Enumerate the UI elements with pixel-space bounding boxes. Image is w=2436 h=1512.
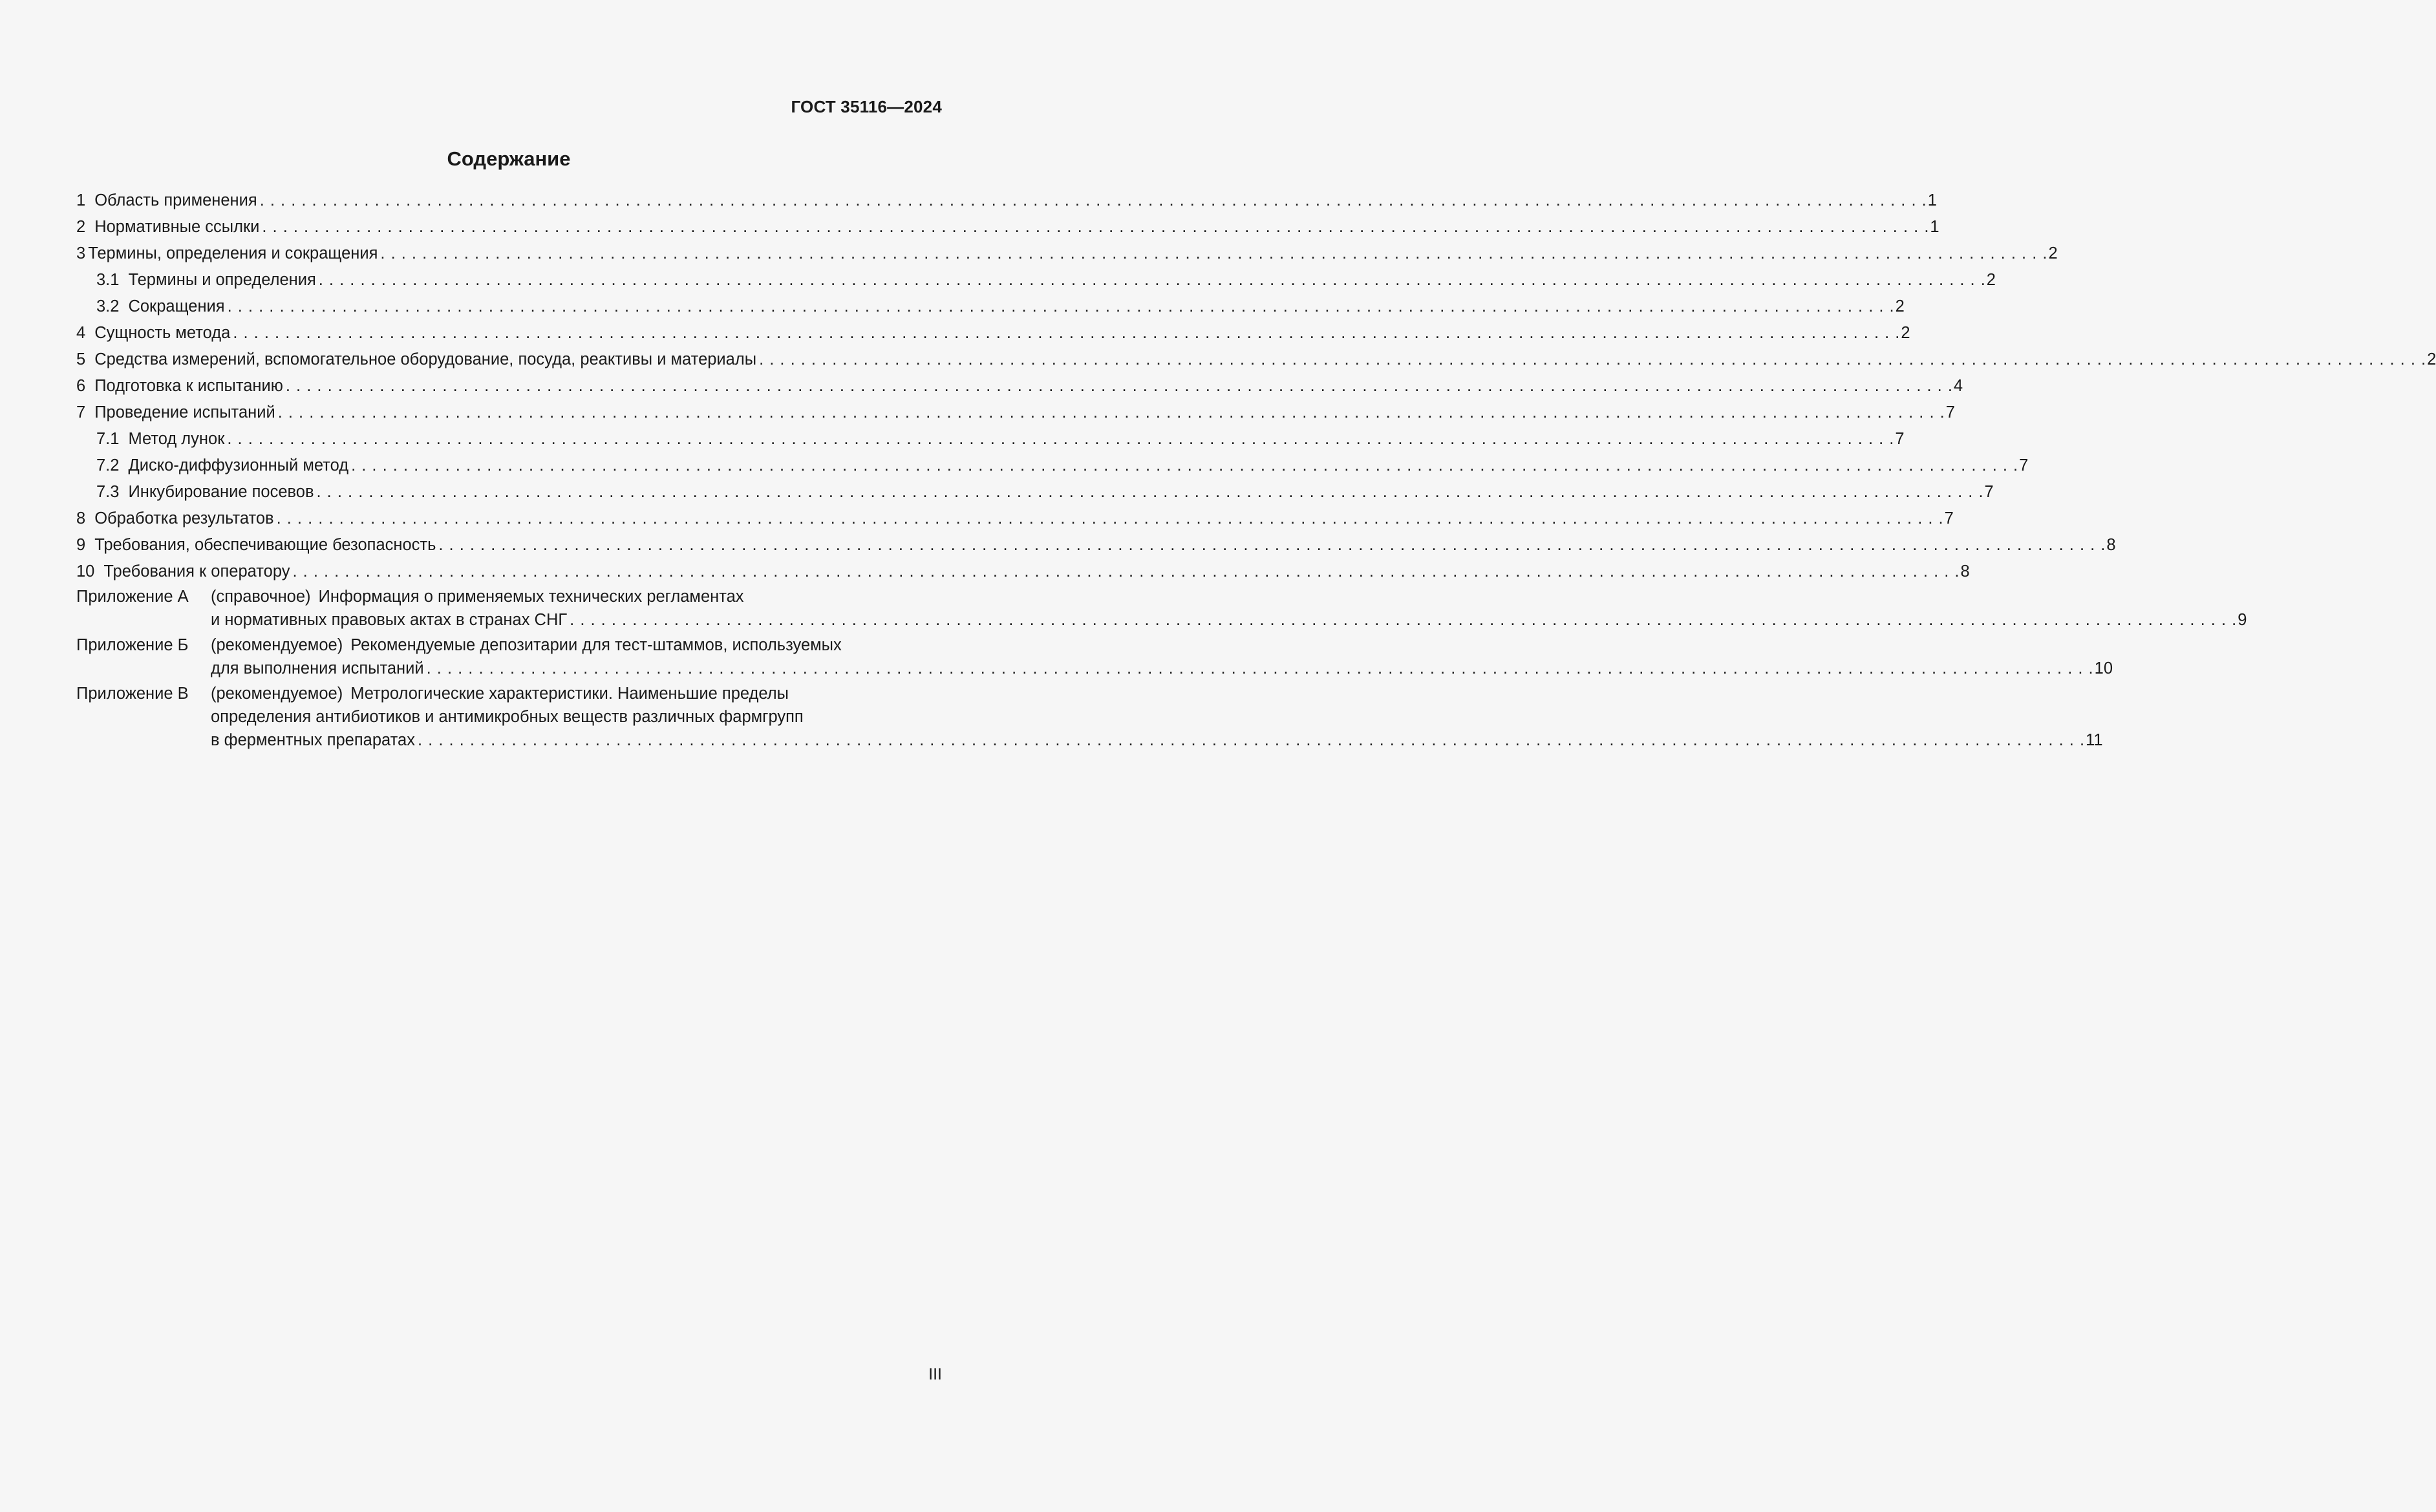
toc-entry[interactable]	[76, 346, 2436, 373]
appendix-body	[211, 585, 2247, 632]
toc-entry-number: 7.1	[96, 430, 120, 448]
document-id: ГОСТ 35116—2024	[791, 97, 942, 116]
toc-entry[interactable]	[76, 506, 1954, 532]
appendix-kind: (справочное)	[211, 588, 311, 606]
dot-leader	[286, 373, 1952, 399]
toc-entry-number: 2	[76, 218, 86, 236]
toc-subentry[interactable]	[76, 426, 1905, 453]
toc-entry[interactable]	[76, 187, 1937, 214]
toc-entry-page: 8	[2106, 536, 2116, 554]
toc-entry[interactable]	[76, 214, 1939, 240]
toc-entry-number: 7	[76, 403, 86, 421]
toc-entry-number: 3	[76, 244, 86, 262]
dot-leader	[759, 346, 2426, 373]
dot-leader	[418, 729, 2084, 752]
toc-entry-label: Подготовка к испытанию	[94, 377, 283, 395]
toc-entry-label: Термины, определения и сокращения	[88, 244, 378, 262]
toc-entry-number: 3.2	[96, 297, 120, 315]
toc-entry-number: 6	[76, 377, 86, 395]
appendix-head: Приложение Б	[76, 636, 189, 654]
toc-entry-number: 7.2	[96, 456, 120, 474]
toc-entry-number: 3.1	[96, 271, 120, 289]
toc-entry-page: 7	[1984, 483, 1994, 501]
toc-entry-page: 7	[1945, 403, 1955, 421]
appendix-text: Метрологические характеристики. Наименьшие пределы	[350, 685, 789, 703]
toc-entry-label: Область применения	[94, 191, 257, 209]
appendix-line	[211, 608, 2247, 632]
dot-leader	[351, 453, 2018, 479]
toc-entry-label: Нормативные ссылки	[94, 218, 260, 236]
appendix-head: Приложение А	[76, 588, 189, 606]
toc-entry[interactable]	[76, 320, 1910, 346]
dot-leader	[233, 320, 1899, 346]
toc-entry-label: Инкубирование посевов	[128, 483, 314, 501]
table-of-contents	[76, 187, 2436, 752]
toc-entry-number: 9	[76, 536, 86, 554]
appendix-text: и нормативных правовых актах в странах СНГ	[211, 611, 568, 629]
toc-subentry[interactable]	[76, 479, 1994, 506]
appendix-line	[211, 705, 2103, 729]
toc-entry-label: Обработка результатов	[94, 509, 274, 527]
toc-entry-page: 7	[2019, 456, 2029, 474]
toc-entry-page: 10	[2094, 659, 2113, 677]
dot-leader	[277, 506, 1943, 532]
appendix-line	[211, 729, 2103, 752]
dot-leader	[380, 240, 2047, 267]
dot-leader	[317, 479, 1983, 506]
appendix-line	[211, 585, 2247, 608]
toc-entry[interactable]	[76, 532, 2116, 559]
toc-entry-number: 5	[76, 350, 86, 368]
dot-leader	[570, 608, 2236, 632]
toc-entry-number: 8	[76, 509, 86, 527]
appendix-body	[211, 634, 2113, 680]
toc-entry-page: 2	[1901, 324, 1910, 342]
toc-subentry[interactable]	[76, 293, 1905, 320]
toc-entry-label: Метод лунок	[128, 430, 225, 448]
toc-entry-label: Диско-диффузионный метод	[128, 456, 349, 474]
toc-entry-number: 10	[76, 562, 95, 580]
toc-entry-page: 1	[1930, 218, 1939, 236]
dot-leader	[438, 532, 2105, 559]
dot-leader	[227, 426, 1894, 453]
toc-entry-page: 2	[1986, 271, 1996, 289]
dot-leader	[319, 267, 1985, 293]
appendix-kind: (рекомендуемое)	[211, 636, 343, 654]
dot-leader	[262, 214, 1928, 240]
toc-entry-number: 7.3	[96, 483, 120, 501]
page-number: III	[928, 1365, 942, 1383]
toc-entry[interactable]	[76, 399, 1955, 426]
dot-leader	[260, 187, 1927, 214]
appendix-body	[211, 682, 2103, 752]
toc-entry-label: Средства измерений, вспомогательное оборудование, посуда, реактивы и материалы	[94, 350, 757, 368]
toc-entry-page: 7	[1944, 509, 1954, 527]
toc-entry-page: 11	[2086, 731, 2103, 749]
toc-entry[interactable]	[76, 373, 1963, 399]
toc-appendix-a[interactable]	[76, 585, 2247, 632]
appendix-line	[211, 657, 2113, 680]
toc-entry-page: 2	[2048, 244, 2058, 262]
toc-entry-label: Проведение испытаний	[94, 403, 275, 421]
dot-leader	[278, 399, 1945, 426]
toc-entry-label: Требования, обеспечивающие безопасность	[94, 536, 436, 554]
toc-entry-page: 7	[1895, 430, 1905, 448]
toc-entry-page: 2	[2427, 350, 2436, 368]
appendix-text: определения антибиотиков и антимикробных веществ различных фармгрупп	[211, 708, 804, 726]
toc-entry[interactable]	[76, 240, 2058, 267]
appendix-head: Приложение В	[76, 685, 189, 703]
toc-entry-label: Сокращения	[128, 297, 225, 315]
toc-entry-label: Термины и определения	[128, 271, 316, 289]
appendix-text: в ферментных препаратах	[211, 731, 415, 749]
toc-entry-page: 8	[1960, 562, 1970, 580]
toc-entry-page: 1	[1927, 191, 1937, 209]
appendix-line	[211, 634, 2113, 657]
dot-leader	[427, 657, 2093, 680]
dot-leader	[292, 559, 1959, 585]
toc-entry-page: 4	[1953, 377, 1963, 395]
appendix-text: Рекомендуемые депозитарии для тест-штаммов, используемых	[350, 636, 842, 654]
toc-entry-number: 4	[76, 324, 86, 342]
appendix-line	[211, 682, 2103, 705]
dot-leader	[228, 293, 1894, 320]
appendix-text: для выполнения испытаний	[211, 659, 424, 677]
toc-entry-number: 1	[76, 191, 86, 209]
toc-entry-page: 2	[1895, 297, 1905, 315]
toc-subentry[interactable]	[76, 453, 2029, 479]
toc-entry-page: 9	[2238, 611, 2247, 629]
appendix-kind: (рекомендуемое)	[211, 685, 343, 703]
toc-appendix-b[interactable]	[76, 634, 2113, 680]
toc-appendix-v[interactable]	[76, 682, 2103, 752]
toc-entry-label: Сущность метода	[94, 324, 231, 342]
toc-subentry[interactable]	[76, 267, 1996, 293]
toc-entry-label: Требования к оператору	[103, 562, 290, 580]
appendix-text: Информация о применяемых технических регламентах	[318, 588, 744, 606]
toc-title: Содержание	[447, 147, 571, 170]
toc-entry[interactable]	[76, 559, 1970, 585]
